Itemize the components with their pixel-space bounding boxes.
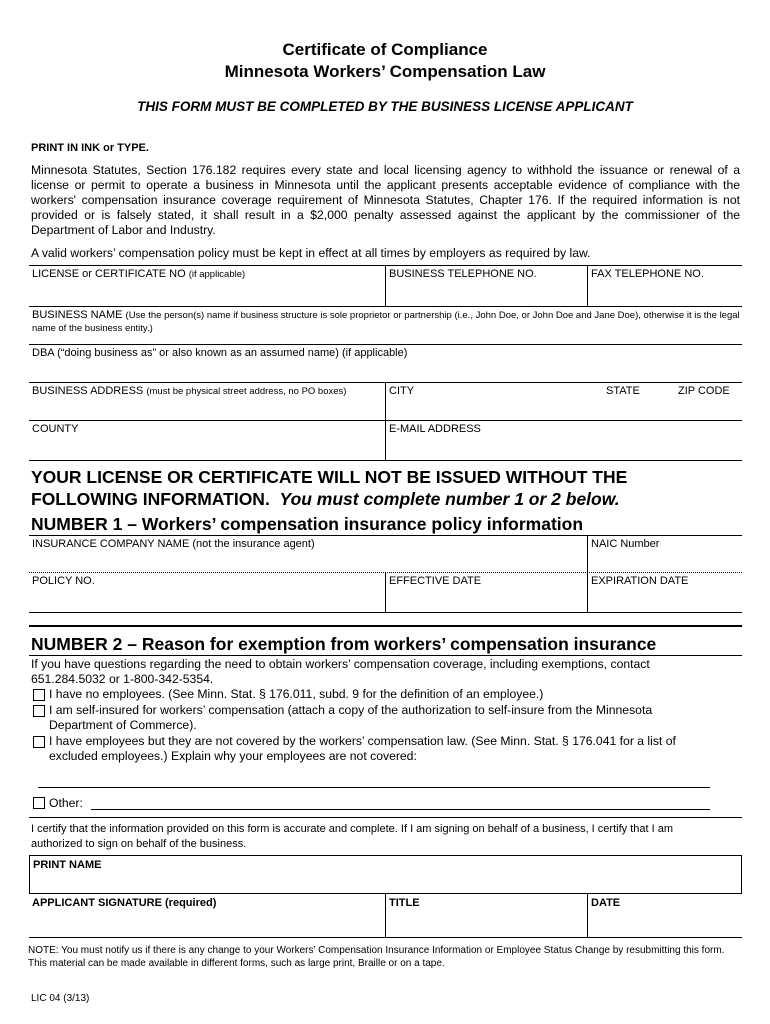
business-name-cell[interactable] xyxy=(29,306,742,344)
signature-cell[interactable] xyxy=(29,893,385,937)
explanation-line[interactable] xyxy=(38,787,710,788)
license-number-label: LICENSE or CERTIFICATE NO xyxy=(32,268,186,280)
business-address-hint: (must be physical street address, no PO boxes) xyxy=(146,386,347,397)
not-covered-line2: excluded employees.) Explain why your employees are not covered: xyxy=(49,749,417,763)
policy-number-label: POLICY NO. xyxy=(32,575,95,587)
date-cell[interactable] xyxy=(587,893,742,937)
fax-phone-cell[interactable] xyxy=(587,265,742,306)
certification-line2: authorized to sign on behalf of the business. xyxy=(31,838,247,850)
license-number-cell[interactable] xyxy=(29,265,385,306)
dba-label: DBA (“doing business as” or also known as an assumed name) (if applicable) xyxy=(32,347,408,359)
warning-line2-italic: You must complete number 1 or 2 below. xyxy=(279,489,620,509)
exemption-contact-info xyxy=(31,657,650,687)
self-insured-line1: I am self-insured for workers’ compensation (attach a copy of the authorization to self-insure from the Minnesota xyxy=(49,703,653,717)
not-covered-line1: I have employees but they are not covered by the workers’ compensation law. (See Minn. Stat. § 176.041 for a list of xyxy=(49,734,676,748)
license-number-hint: (if applicable) xyxy=(188,269,246,280)
no-employees-checkbox[interactable] xyxy=(33,689,45,701)
title-cell[interactable] xyxy=(385,893,587,937)
footer-note xyxy=(28,944,724,970)
warning-line2-bold: FOLLOWING INFORMATION. xyxy=(31,489,270,509)
signature-label: APPLICANT SIGNATURE (required) xyxy=(32,897,217,909)
other-reason-line[interactable] xyxy=(91,809,710,810)
contact-line1: If you have questions regarding the need to obtain workers’ compensation coverage, including exemptions, contact xyxy=(31,657,650,671)
insurance-company-label: INSURANCE COMPANY NAME (not the insurance agent) xyxy=(32,538,315,550)
business-address-label: BUSINESS ADDRESS xyxy=(32,385,144,397)
email-label: E-MAIL ADDRESS xyxy=(389,423,481,435)
self-insured-line2: Department of Commerce). xyxy=(49,718,197,732)
self-insured-checkbox[interactable] xyxy=(33,705,45,717)
policy-requirement-text: A valid workers’ compensation policy must be kept in effect at all times by employers as required by law. xyxy=(31,246,591,260)
footer-note-line1: NOTE: You must notify us if there is any change to your Workers’ Compensation Insurance Information or Employee Status Change by resubmitting this form. xyxy=(28,945,725,956)
form-title-line1: Certificate of Compliance xyxy=(282,40,488,59)
effective-date-label: EFFECTIVE DATE xyxy=(389,575,482,587)
city-label: CITY xyxy=(389,385,415,397)
other-label: Other: xyxy=(49,796,83,810)
warning-line1: YOUR LICENSE OR CERTIFICATE WILL NOT BE ISSUED WITHOUT THE xyxy=(31,467,628,487)
business-name-hint: (Use the person(s) name if business structure is sole proprietor or partnership (i.e., John Doe, or John Doe and Jane Doe), otherwise it is the legal name of the business entity.) xyxy=(32,310,740,334)
expiration-date-label: EXPIRATION DATE xyxy=(591,575,689,587)
number1-heading: NUMBER 1 – Workers’ compensation insurance policy information xyxy=(31,514,584,534)
expiration-date-cell[interactable] xyxy=(587,572,742,612)
business-phone-label: BUSINESS TELEPHONE NO. xyxy=(389,268,537,280)
footer-note-line2: This material can be made available in different forms, such as large print, Braille or on a tape. xyxy=(28,958,445,969)
intro-paragraph: Minnesota Statutes, Section 176.182 requires every state and local licensing agency to withhold the issuance or renewal of a license or permit to operate a business in Minnesota until the applicant presents acceptable evidence of compliance with the workers' compensation insurance coverage requirement of Minnesota Statutes, Chapter 176. If the required information is not provided or is falsely stated, it shall result in a $2,000 penalty assessed against the applicant by the commissioner of the Department of Labor and Industry. xyxy=(31,163,740,237)
form-id: LIC 04 (3/13) xyxy=(31,993,90,1004)
zip-code-label: ZIP CODE xyxy=(678,385,730,397)
other-checkbox[interactable] xyxy=(33,797,45,809)
effective-date-cell[interactable] xyxy=(385,572,587,612)
state-label: STATE xyxy=(606,385,640,397)
date-label: DATE xyxy=(591,897,621,909)
county-cell[interactable] xyxy=(29,420,385,460)
print-name-label: PRINT NAME xyxy=(33,859,102,871)
not-covered-text xyxy=(49,734,676,764)
number2-heading: NUMBER 2 – Reason for exemption from workers’ compensation insurance xyxy=(31,634,657,654)
print-note: PRINT IN INK or TYPE. xyxy=(31,142,149,154)
business-name-label: BUSINESS NAME xyxy=(32,309,123,321)
city-state-zip-cell[interactable] xyxy=(385,382,742,420)
dba-cell[interactable] xyxy=(29,344,742,382)
contact-line2: 651.284.5032 or 1-800-342-5354. xyxy=(31,672,214,686)
fax-phone-label: FAX TELEPHONE NO. xyxy=(591,268,704,280)
policy-number-cell[interactable] xyxy=(29,572,385,612)
certification-text xyxy=(31,822,673,852)
business-address-cell[interactable] xyxy=(29,382,385,420)
email-cell[interactable] xyxy=(385,420,742,460)
no-employees-text: I have no employees. (See Minn. Stat. § 176.011, subd. 9 for the definition of an employee.) xyxy=(49,687,544,701)
warning-line2 xyxy=(31,488,751,510)
not-covered-checkbox[interactable] xyxy=(33,736,45,748)
print-name-cell[interactable] xyxy=(29,855,742,893)
certification-line1: I certify that the information provided on this form is accurate and complete. If I am signing on behalf of a business, I certify that I am xyxy=(31,823,673,835)
insurance-company-cell[interactable] xyxy=(29,535,587,572)
form-subtitle: THIS FORM MUST BE COMPLETED BY THE BUSINESS LICENSE APPLICANT xyxy=(137,99,633,114)
form-title-line2: Minnesota Workers’ Compensation Law xyxy=(224,62,546,81)
naic-number-label: NAIC Number xyxy=(591,538,660,550)
county-label: COUNTY xyxy=(32,423,79,435)
naic-number-cell[interactable] xyxy=(587,535,742,572)
business-phone-cell[interactable] xyxy=(385,265,587,306)
self-insured-text xyxy=(49,703,652,733)
title-label: TITLE xyxy=(389,897,420,909)
